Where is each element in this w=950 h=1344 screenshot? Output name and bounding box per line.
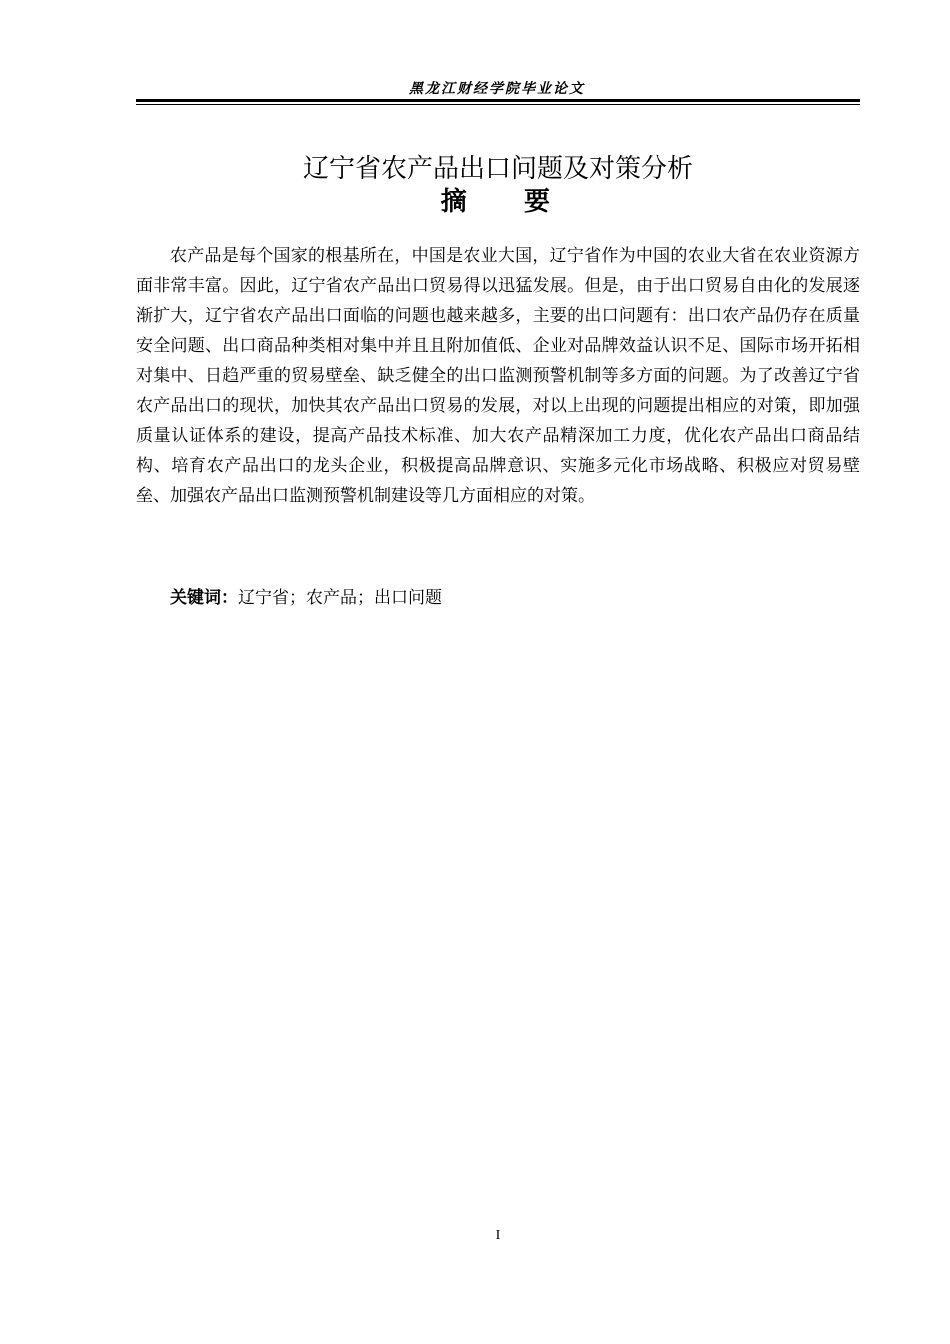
running-header: 黑龙江财经学院毕业论文 — [409, 81, 585, 97]
header-rule-thin — [136, 104, 860, 105]
abstract-heading — [136, 184, 860, 220]
abstract-heading-right: 要 — [524, 187, 556, 217]
keywords-value: 辽宁省；农产品；出口问题 — [238, 588, 442, 608]
keywords-label: 关键词： — [170, 588, 238, 608]
abstract-body: 农产品是每个国家的根基所在，中国是农业大国，辽宁省作为中国的农业大省在农业资源方面非常丰富。因此，辽宁省农产品出口贸易得以迅猛发展。但是，由于出口贸易自由化的发展逐渐扩大，辽宁省农产品出口面临的问题也越来越多，主要的出口问题有：出口农产品仍存在质量安全问题、出口商品种类相对集中并且且附加值低、企业对品牌效益认识不足、国际市场开拓相对集中、日趋严重的贸易壁垒、缺乏健全的出口监测预警机制等多方面的问题。为了改善辽宁省农产品出口的现状，加快其农产品出口贸易的发展，对以上出现的问题提出相应的对策，即加强质量认证体系的建设，提高产品技术标准、加大农产品精深加工力度，优化农产品出口商品结构、培育农产品出口的龙头企业，积极提高品牌意识、实施多元化市场战略、积极应对贸易壁垒、加强农产品出口监测预警机制建设等几方面相应的对策。 — [136, 246, 860, 506]
abstract-heading-left: 摘 — [440, 187, 472, 217]
page-number: I — [495, 1228, 501, 1243]
header-rule-thick — [136, 99, 860, 102]
keywords-line — [136, 583, 860, 613]
paper-title: 辽宁省农产品出口问题及对策分析 — [302, 154, 693, 185]
